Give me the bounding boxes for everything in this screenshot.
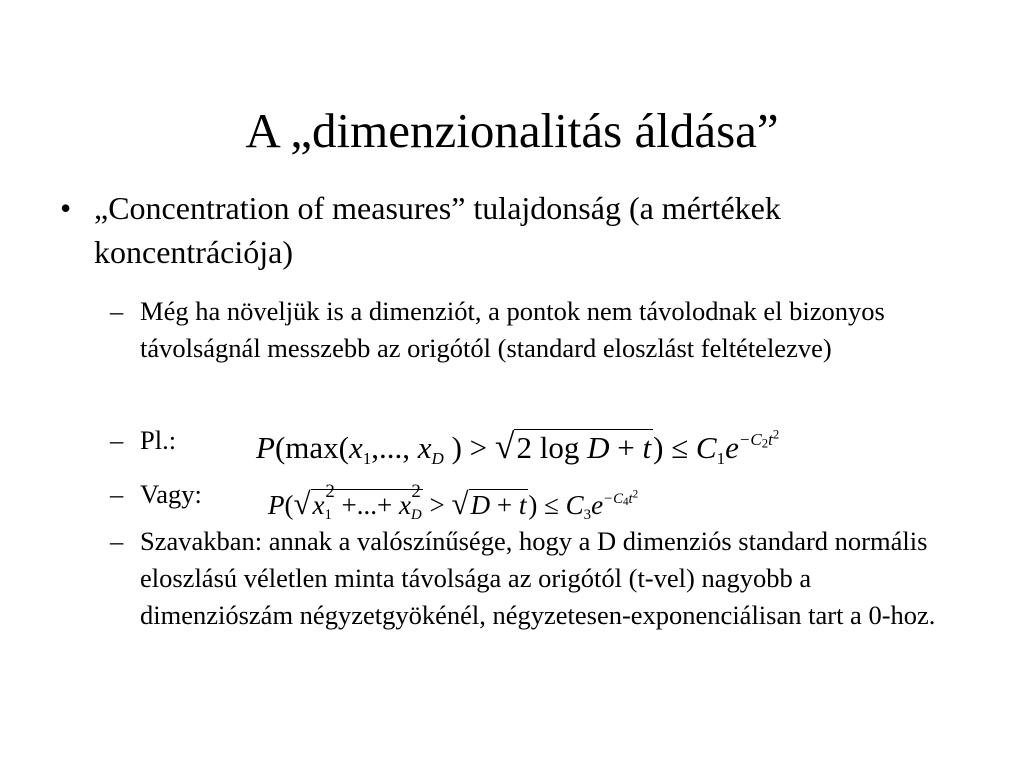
sub-bullet-example-label: Pl.: [140, 425, 177, 455]
sub-bullet-in-words-text: Szavakban: annak a valószínűsége, hogy a D dimenziós standard normális eloszlású véletlen minta távolsága az origótól (t-vel) nagyobb a dimenziószám négyzetgyökénél, négyzetesen-exponenciálisan tart a 0-hoz. [140, 526, 936, 630]
sub-bullet-alternative-label: Vagy: [140, 479, 202, 509]
bullet-concentration-text: „Concentration of measures” tulajdonság (a mértékek koncentrációja) [94, 190, 781, 270]
slide-title: A „dimenzionalitás áldása” [245, 103, 779, 158]
formula-norm: $P(√x1^2$ +...+ $xD^2 > √D + t) \le C3e^{-C4t^2}$ [268, 481, 639, 524]
dash-marker: – [110, 479, 124, 509]
bullet-marker: • [60, 190, 72, 226]
sub-bullet-dimension-text: Még ha növeljük is a dimenziót, a pontok nem távolodnak el bizonyos távolságnál messzebb az origótól (standard eloszlást feltételezve) [140, 296, 885, 363]
formula-max: P(max(x1,..., xD ) > √2 $\log D + t) \le C1e^{-C2t^2}$ [256, 426, 780, 469]
dash-marker: – [110, 296, 124, 326]
dash-marker: – [110, 425, 124, 455]
dash-marker: – [110, 526, 124, 556]
